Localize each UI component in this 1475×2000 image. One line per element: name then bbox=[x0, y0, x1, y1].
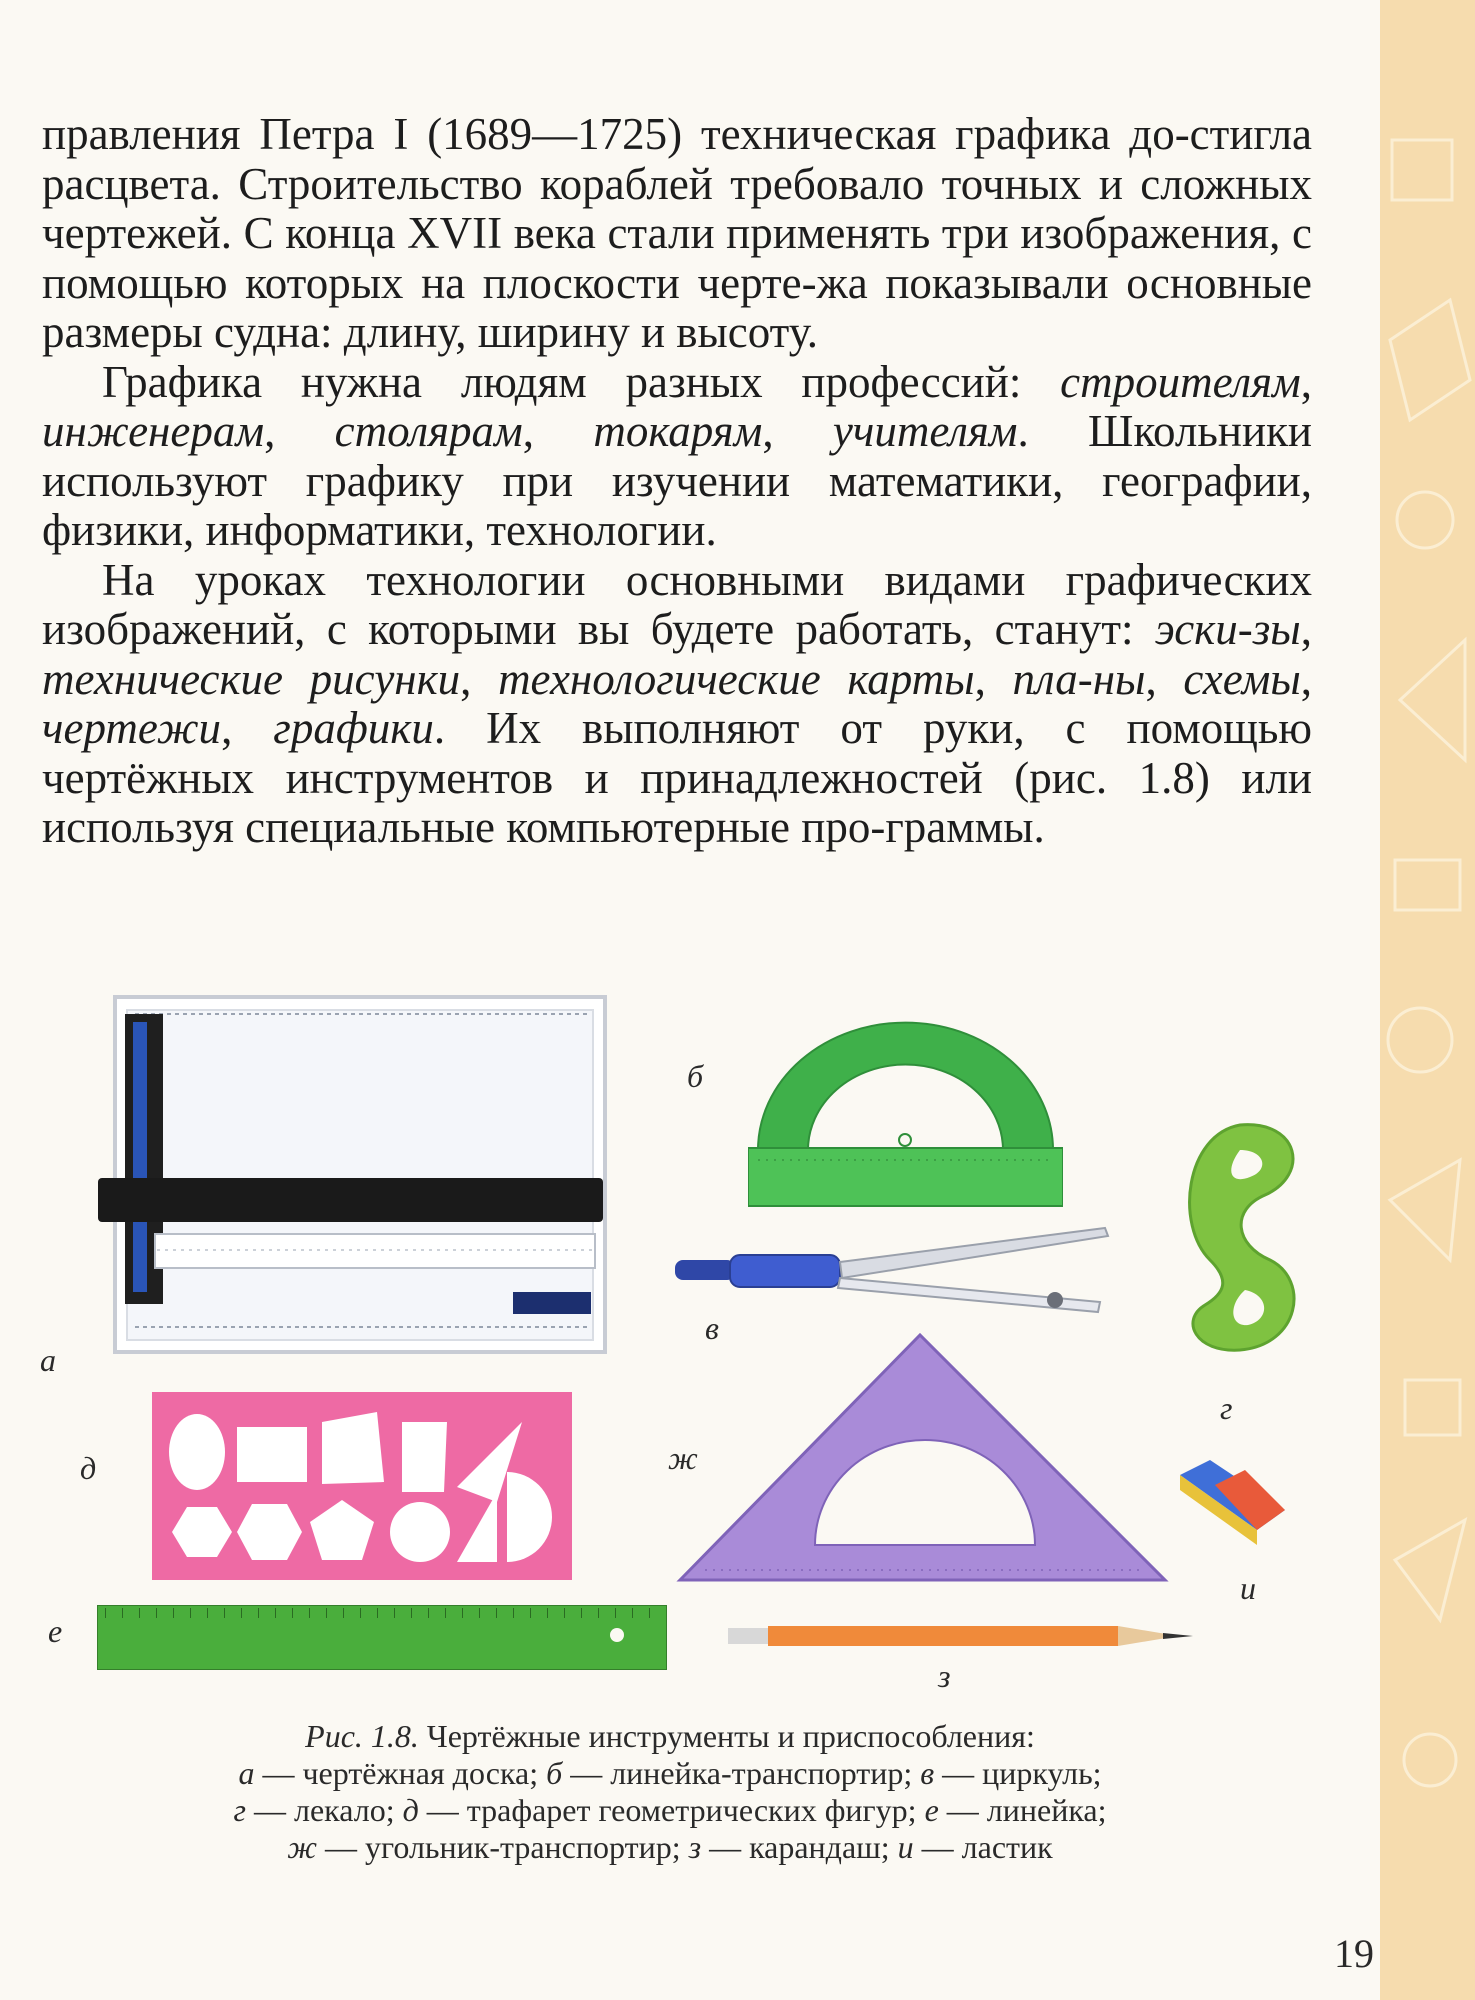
p2-sep: , bbox=[264, 406, 335, 456]
french-curve-image bbox=[1170, 1115, 1310, 1360]
label-i: и bbox=[1240, 1570, 1256, 1606]
caption-letter: д bbox=[402, 1792, 419, 1828]
p3-sep: , bbox=[460, 653, 499, 704]
set-square-protractor-image bbox=[675, 1330, 1170, 1585]
p3-term: схемы bbox=[1183, 653, 1301, 704]
caption-letter: з bbox=[688, 1829, 702, 1865]
p2-term: строителям bbox=[1060, 356, 1301, 407]
p3-text: . Их выполняют от руки, с помощью чертёжных инструментов и принадлежностей (рис. 1.8) или используя специальные компьютерные про-граммы. bbox=[42, 703, 1312, 852]
paragraph-2 bbox=[42, 358, 1312, 556]
paragraph-1-text: правления Петра I (1689—1725) техническая графика до-стигла расцвета. Строительство кораблей требовало точных и сложных чертежей. С конца XVII века стали применять три изображения, с помощью которых на плоскости черте-жа показывали основные размеры судна: длину, ширину и высоту. bbox=[42, 109, 1312, 357]
main-text bbox=[42, 110, 1312, 853]
p2-term: инженерам bbox=[42, 406, 265, 456]
decorative-side-band bbox=[1380, 0, 1475, 2000]
caption-text: — карандаш; bbox=[701, 1829, 898, 1865]
p3-sep: , bbox=[221, 703, 274, 753]
p3-sep: , bbox=[1300, 604, 1312, 654]
ruler-image bbox=[97, 1605, 667, 1670]
label-e: е bbox=[48, 1613, 63, 1649]
p3-term: чертежи bbox=[42, 703, 222, 753]
caption-ref: Рис. 1.8. bbox=[305, 1718, 419, 1754]
caption-letter: б bbox=[546, 1755, 563, 1791]
p3-text: На уроках технологии основными видами графических изображений, с которыми вы будете работать, станут: bbox=[42, 554, 1312, 654]
label-v: в bbox=[705, 1310, 719, 1346]
caption-text: — ластик bbox=[913, 1829, 1053, 1865]
paragraph-3 bbox=[42, 556, 1312, 853]
caption-line-1 bbox=[120, 1718, 1220, 1755]
eraser-image bbox=[1175, 1455, 1290, 1555]
p2-term: учителям bbox=[832, 406, 1018, 456]
protractor-ruler-image bbox=[748, 1020, 1063, 1215]
label-d: д bbox=[80, 1450, 97, 1486]
pencil-image bbox=[728, 1620, 1198, 1655]
p3-term: технические рисунки bbox=[42, 653, 461, 704]
caption-title: Чертёжные инструменты и приспособления: bbox=[418, 1718, 1035, 1754]
caption-letter: а bbox=[238, 1755, 255, 1791]
caption-line-2 bbox=[120, 1755, 1220, 1792]
stencil-image bbox=[152, 1392, 572, 1580]
caption-text: — линейка; bbox=[938, 1792, 1107, 1828]
p3-sep: , bbox=[1300, 653, 1313, 704]
caption-text: — трафарет геометрических фигур; bbox=[418, 1792, 925, 1828]
p2-sep: , bbox=[522, 406, 594, 456]
drawing-board-image bbox=[95, 992, 615, 1362]
caption-line-3 bbox=[120, 1792, 1220, 1829]
caption-letter: ж bbox=[287, 1829, 318, 1865]
caption-letter: в bbox=[920, 1755, 935, 1791]
p2-term: токарям bbox=[593, 406, 763, 456]
p2-text: Графика нужна людям разных профессий: bbox=[102, 356, 1061, 407]
caption-text: — лекало; bbox=[246, 1792, 403, 1828]
p3-term: графики bbox=[273, 703, 434, 753]
label-zh: ж bbox=[668, 1440, 698, 1476]
caption-letter: е bbox=[924, 1792, 939, 1828]
label-b: б bbox=[687, 1058, 704, 1094]
label-g: г bbox=[1220, 1390, 1233, 1426]
p3-sep: , bbox=[974, 653, 1013, 704]
page-number: 19 bbox=[1334, 1931, 1374, 1976]
caption-text: — линейка-транспортир; bbox=[562, 1755, 921, 1791]
caption-line-4 bbox=[120, 1829, 1220, 1866]
p2-term: столярам bbox=[334, 406, 523, 456]
figure-caption bbox=[120, 1718, 1220, 1866]
caption-text: — циркуль; bbox=[934, 1755, 1102, 1791]
compass-image bbox=[670, 1220, 1120, 1320]
p2-sep: , bbox=[762, 406, 833, 456]
p3-term: технологические карты bbox=[498, 653, 975, 704]
p3-term: эски-зы bbox=[1154, 604, 1301, 654]
p3-sep: , bbox=[1145, 653, 1184, 704]
caption-letter: и bbox=[897, 1829, 914, 1865]
caption-text: — чертёжная доска; bbox=[254, 1755, 547, 1791]
label-a: а bbox=[40, 1342, 56, 1378]
p3-term: пла-ны bbox=[1012, 653, 1146, 704]
label-z: з bbox=[938, 1658, 951, 1694]
p2-text: . Школьники используют графику при изучении математики, географии, физики, информатики, технологии. bbox=[42, 406, 1313, 555]
caption-text: — угольник-транспортир; bbox=[317, 1829, 689, 1865]
paragraph-1 bbox=[42, 110, 1312, 358]
caption-letter: г bbox=[233, 1792, 246, 1828]
p2-sep: , bbox=[1300, 356, 1312, 407]
